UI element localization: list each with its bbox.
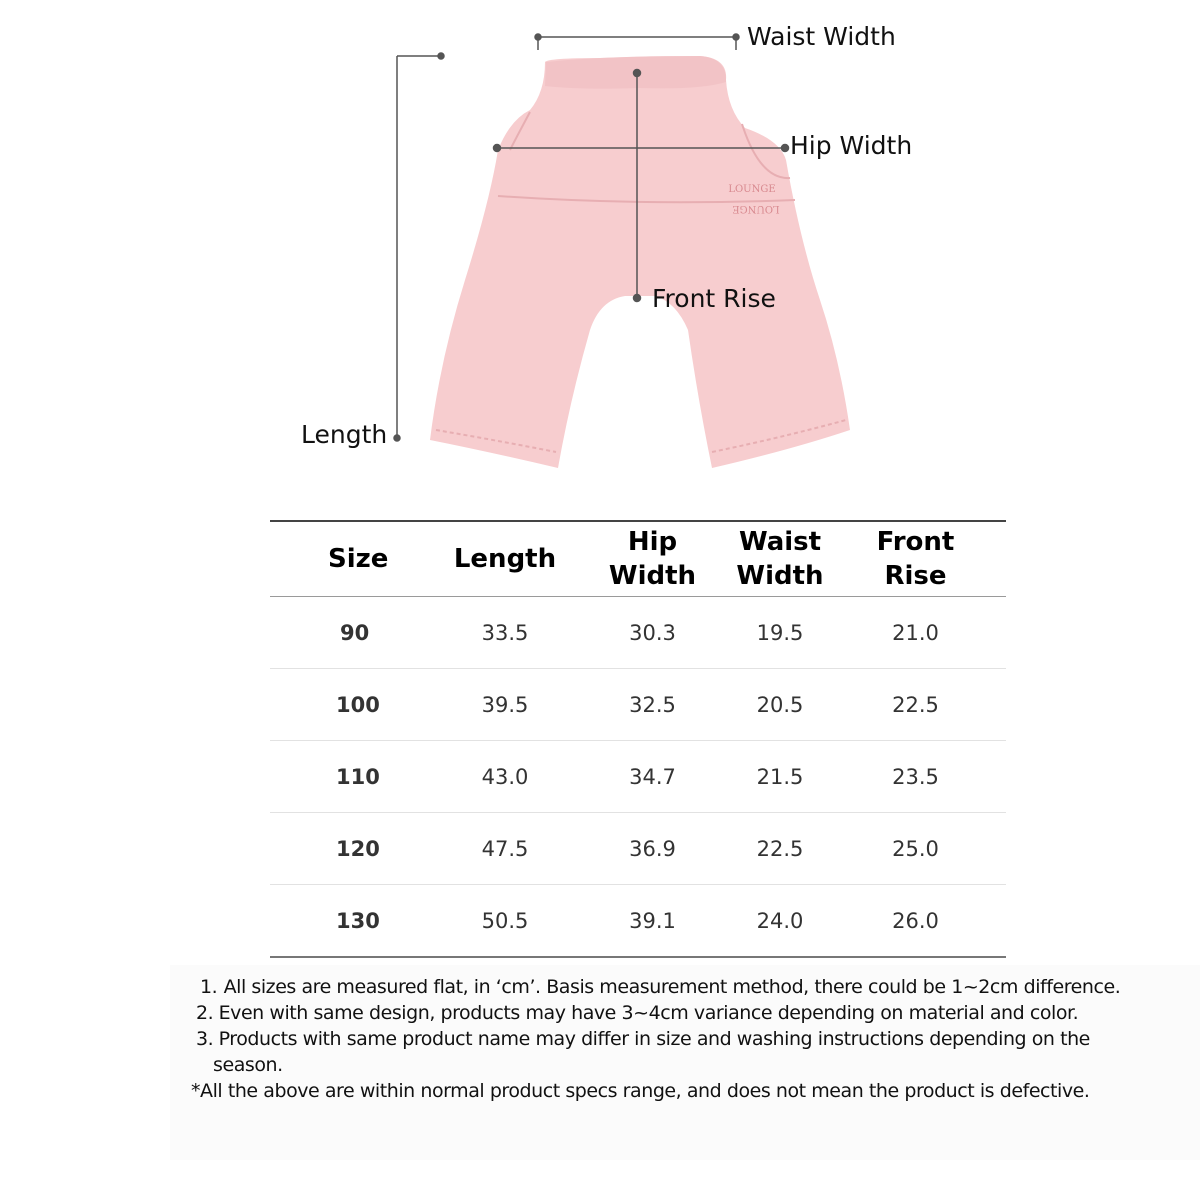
cell-waist-width: 19.5 [735,597,825,669]
measurement-diagram [0,0,1200,500]
disclaimer-note [191,1080,1090,1102]
length-measure-line [394,53,444,441]
cell-hip-width: 32.5 [570,669,735,741]
cell-waist-width: 22.5 [735,813,825,885]
table-row [270,597,1006,669]
header-waist-width: Waist Width [735,521,825,597]
header-length: Length [440,521,570,597]
cell-size: 130 [270,885,440,958]
note-text: Products with same product name may differ in size and washing instructions depending on the [218,1028,1090,1050]
table-row [270,741,1006,813]
cell-front-rise: 22.5 [825,669,1006,741]
waist-width-label: Waist Width [747,22,896,51]
front-rise-label: Front Rise [652,284,776,313]
cell-length: 47.5 [440,813,570,885]
note-text: Even with same design, products may have 3~4cm variance depending on material and color. [218,1002,1079,1024]
cell-hip-width: 39.1 [570,885,735,958]
note-3 [196,1028,1090,1050]
print-text-1: LOUNGE [728,184,776,195]
length-label: Length [301,420,388,449]
cell-waist-width: 21.5 [735,741,825,813]
note-text: season. [213,1054,283,1076]
cell-front-rise: 23.5 [825,741,1006,813]
cell-size: 90 [270,597,440,669]
pants-shape [430,56,850,468]
cell-size: 120 [270,813,440,885]
note-text: *All the above are within normal product specs range, and does not mean the product is defective. [191,1080,1090,1102]
header-size: Size [270,521,440,597]
note-text: All sizes are measured flat, in ‘cm’. Basis measurement method, there could be 1~2cm difference. [223,976,1121,998]
size-chart-table [270,520,1006,958]
cell-hip-width: 30.3 [570,597,735,669]
waist-measure-line [535,34,739,50]
note-1 [200,976,1120,998]
note-number: 2. [196,1002,214,1024]
cell-hip-width: 34.7 [570,741,735,813]
table-row [270,813,1006,885]
note-2 [196,1002,1078,1024]
cell-waist-width: 24.0 [735,885,825,958]
cell-front-rise: 25.0 [825,813,1006,885]
header-front-rise: Front Rise [825,521,1006,597]
cell-length: 43.0 [440,741,570,813]
cell-size: 110 [270,741,440,813]
pants-illustration [0,0,1200,500]
hip-width-label: Hip Width [790,131,913,160]
cell-length: 33.5 [440,597,570,669]
notes-panel [170,965,1200,1160]
header-hip-width: Hip Width [570,521,735,597]
note-number: 1. [200,976,218,998]
cell-length: 39.5 [440,669,570,741]
table-row [270,885,1006,958]
cell-front-rise: 21.0 [825,597,1006,669]
note-3-continued [213,1054,283,1076]
cell-size: 100 [270,669,440,741]
table-row [270,669,1006,741]
print-text-2: LOUNGE [732,203,780,214]
cell-length: 50.5 [440,885,570,958]
cell-front-rise: 26.0 [825,885,1006,958]
table-header-row [270,521,1006,597]
note-number: 3. [196,1028,214,1050]
cell-hip-width: 36.9 [570,813,735,885]
cell-waist-width: 20.5 [735,669,825,741]
